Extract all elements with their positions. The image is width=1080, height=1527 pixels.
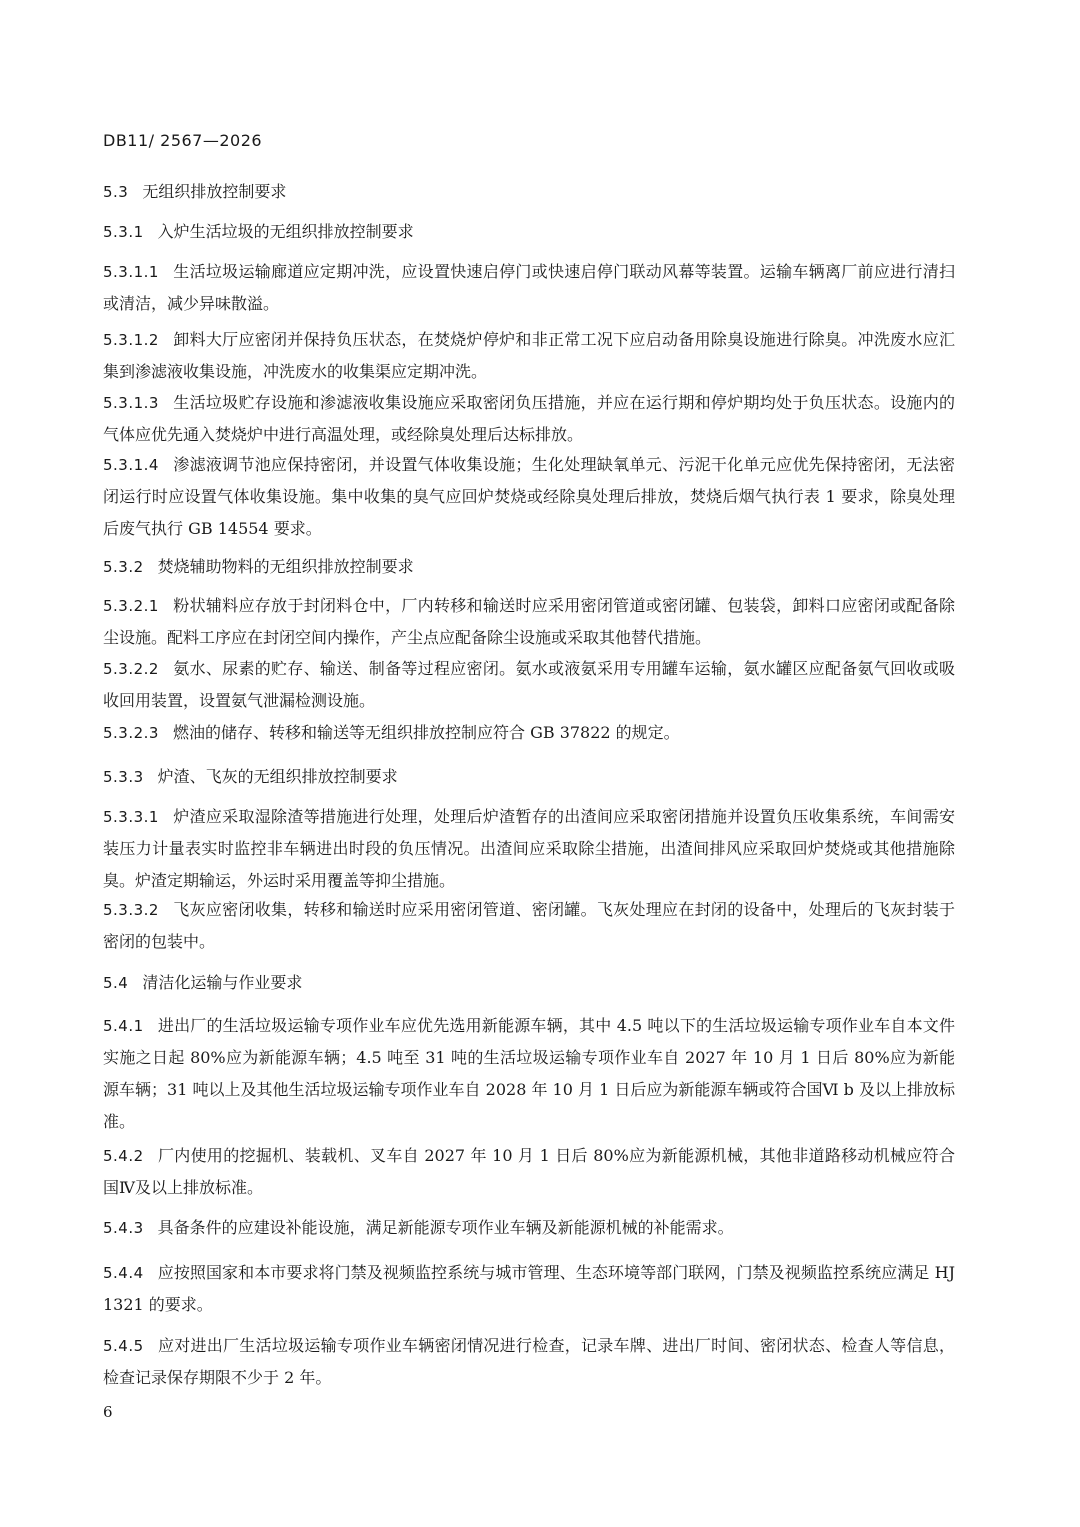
clause-number: 5.3.2.2: [103, 660, 159, 678]
section-title: 无组织排放控制要求: [142, 182, 287, 201]
clause-text: 具备条件的应建设补能设施，满足新能源专项作业车辆及新能源机械的补能需求。: [157, 1218, 734, 1237]
clause-5-3-3-2: [103, 894, 955, 958]
clause-number: 5.4.5: [103, 1337, 144, 1355]
clause-number: 5.3.1.2: [103, 331, 159, 349]
section-heading-5-3-1: [103, 220, 955, 244]
clause-5-4-1: [103, 1010, 955, 1138]
section-number: 5.3: [103, 183, 129, 201]
section-heading-5-3: [103, 180, 955, 204]
clause-text: 进出厂的生活垃圾运输专项作业车应优先选用新能源车辆，其中 4.5 吨以下的生活垃圾运输专项作业车自本文件实施之日起 80%应为新能源车辆；4.5 吨至 31 吨的生活垃圾运输专项作业车自 2027 年 10 月 1 日后 80%应为新能源车辆；31 吨以上及其他生活垃圾运输专项作业车自 2028 年 10 月 1 日后应为新能源车辆或符合国Ⅵ b 及以上排放标准。: [103, 1016, 955, 1131]
section-heading-5-3-2: [103, 555, 955, 579]
clause-5-3-1-3: [103, 387, 955, 451]
clause-5-3-1-1: [103, 256, 955, 320]
section-title: 清洁化运输与作业要求: [142, 973, 303, 992]
section-number: 5.3.3: [103, 768, 144, 786]
clause-5-3-1-2: [103, 324, 955, 388]
section-heading-5-4: [103, 971, 955, 995]
clause-5-4-3: [103, 1212, 955, 1244]
clause-text: 渗滤液调节池应保持密闭，并设置气体收集设施；生化处理缺氧单元、污泥干化单元应优先保持密闭，无法密闭运行时应设置气体收集设施。集中收集的臭气应回炉焚烧或经除臭处理后排放，焚烧后烟气执行表 1 要求，除臭处理后废气执行 GB 14554 要求。: [103, 455, 955, 538]
clause-number: 5.4.3: [103, 1219, 144, 1237]
clause-text: 生活垃圾贮存设施和渗滤液收集设施应采取密闭负压措施，并应在运行期和停炉期均处于负压状态。设施内的气体应优先通入焚烧炉中进行高温处理，或经除臭处理后达标排放。: [103, 393, 955, 444]
section-title: 入炉生活垃圾的无组织排放控制要求: [157, 222, 414, 241]
clause-text: 生活垃圾运输廊道应定期冲洗，应设置快速启停门或快速启停门联动风幕等装置。运输车辆离厂前应进行清扫或清洁，减少异味散溢。: [103, 262, 955, 313]
clause-text: 粉状辅料应存放于封闭料仓中，厂内转移和输送时应采用密闭管道或密闭罐、包装袋，卸料口应密闭或配备除尘设施。配料工序应在封闭空间内操作，产尘点应配备除尘设施或采取其他替代措施。: [103, 596, 955, 647]
clause-number: 5.4.2: [103, 1147, 144, 1165]
clause-number: 5.4.4: [103, 1264, 144, 1282]
clause-5-4-4: [103, 1257, 955, 1321]
clause-5-4-5: [103, 1330, 955, 1394]
clause-5-4-2: [103, 1140, 955, 1204]
section-title: 炉渣、飞灰的无组织排放控制要求: [157, 767, 398, 786]
clause-5-3-3-1: [103, 801, 955, 897]
clause-text: 炉渣应采取湿除渣等措施进行处理，处理后炉渣暂存的出渣间应采取密闭措施并设置负压收集系统，车间需安装压力计量表实时监控非车辆进出时段的负压情况。出渣间应采取除尘措施，出渣间排风应采取回炉焚烧或其他措施除臭。炉渣定期输运，外运时采用覆盖等抑尘措施。: [103, 807, 955, 890]
clause-text: 燃油的储存、转移和输送等无组织排放控制应符合 GB 37822 的规定。: [172, 723, 680, 742]
clause-number: 5.3.1.1: [103, 263, 159, 281]
clause-text: 飞灰应密闭收集，转移和输送时应采用密闭管道、密闭罐。飞灰处理应在封闭的设备中，处理后的飞灰封装于密闭的包装中。: [103, 900, 955, 951]
clause-number: 5.3.3.2: [103, 901, 159, 919]
clause-5-3-2-1: [103, 590, 955, 654]
section-number: 5.3.2: [103, 558, 144, 576]
clause-text: 厂内使用的挖掘机、装载机、叉车自 2027 年 10 月 1 日后 80%应为新能源机械，其他非道路移动机械应符合国Ⅳ及以上排放标准。: [103, 1146, 955, 1197]
section-title: 焚烧辅助物料的无组织排放控制要求: [157, 557, 414, 576]
section-number: 5.4: [103, 974, 129, 992]
clause-5-3-1-4: [103, 449, 955, 545]
clause-text: 氨水、尿素的贮存、输送、制备等过程应密闭。氨水或液氨采用专用罐车运输，氨水罐区应配备氨气回收或吸收回用装置，设置氨气泄漏检测设施。: [103, 659, 955, 710]
clause-number: 5.3.1.3: [103, 394, 159, 412]
clause-number: 5.3.3.1: [103, 808, 159, 826]
clause-text: 应按照国家和本市要求将门禁及视频监控系统与城市管理、生态环境等部门联网，门禁及视频监控系统应满足 HJ 1321 的要求。: [103, 1263, 955, 1314]
clause-text: 应对进出厂生活垃圾运输专项作业车辆密闭情况进行检查，记录车牌、进出厂时间、密闭状态、检查人等信息，检查记录保存期限不少于 2 年。: [103, 1336, 955, 1387]
page-number: 6: [103, 1403, 113, 1421]
clause-number: 5.3.2.1: [103, 597, 159, 615]
document-id: DB11/ 2567—2026: [103, 131, 263, 150]
section-heading-5-3-3: [103, 765, 955, 789]
clause-5-3-2-3: [103, 717, 955, 749]
clause-number: 5.4.1: [103, 1017, 144, 1035]
clause-number: 5.3.2.3: [103, 724, 159, 742]
clause-number: 5.3.1.4: [103, 456, 159, 474]
clause-5-3-2-2: [103, 653, 955, 717]
clause-text: 卸料大厅应密闭并保持负压状态，在焚烧炉停炉和非正常工况下应启动备用除臭设施进行除臭。冲洗废水应汇集到渗滤液收集设施，冲洗废水的收集渠应定期冲洗。: [103, 330, 955, 381]
section-number: 5.3.1: [103, 223, 144, 241]
